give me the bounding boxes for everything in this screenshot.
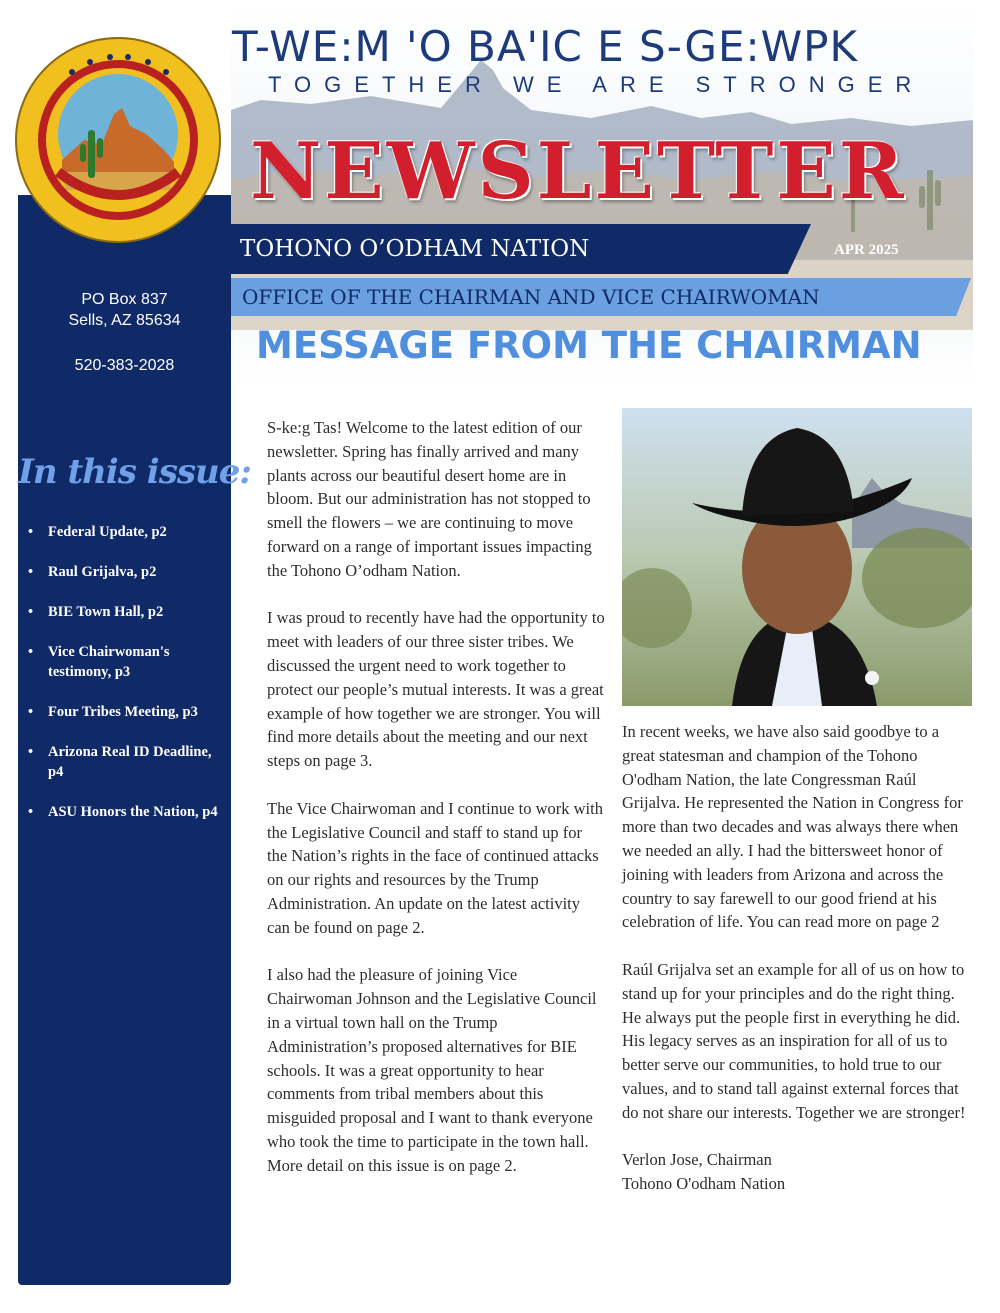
contact-phone: 520-383-2028 — [74, 357, 175, 374]
issue-date: APR 2025 — [834, 242, 899, 258]
contact-address — [18, 289, 231, 331]
issue-item: • Four Tribes Meeting, p3 — [28, 702, 218, 722]
issue-list — [28, 522, 218, 842]
article-column-1 — [267, 416, 605, 1201]
issue-item: • ASU Honors the Nation, p4 — [28, 802, 218, 822]
paragraph: Raúl Grijalva set an example for all of us on how to stand up for your principles and do the right thing. He always put the people first in everything he did. His legacy serves as an inspiration for all of us to better serve our communities, to hold true to our values, and to stand tall against external forces that do not share our interests. Together we are stronger! — [622, 959, 966, 1122]
paragraph: In recent weeks, we have also said goodbye to a great statesman and champion of the Tohono O'odham Nation, the late Congressman Raúl Grijalva. He represented the Nation in Congress for more than two decades and was always there when we needed an ally. I had the bittersweet honor of joining with leaders from Arizona and across the country to say farewell to our good friend at his celebration of life. You can read more on page 2 — [622, 722, 963, 932]
issue-item: • BIE Town Hall, p2 — [28, 602, 218, 622]
paragraph: I also had the pleasure of joining Vice Chairwoman Johnson and the Legislative Council in a virtual town hall on the Trump Administration’s proposed alternatives for BIE schools. It was a great opportunity to hear comments from tribal members about this misguided proposal and I want to thank everyone who took the time to participate in the town hall. More detail on this issue is on page 2. — [267, 965, 597, 1175]
newsletter-heading: NEWSLETTER — [250, 126, 907, 217]
issue-item: • Federal Update, p2 — [28, 522, 218, 542]
motto-translation: TOGETHER WE ARE STRONGER — [268, 72, 925, 97]
chairman-photo — [622, 408, 972, 706]
nation-name: TOHONO O’ODHAM NATION — [240, 236, 590, 262]
signature-name: Verlon Jose, Chairman — [622, 1150, 772, 1170]
tribal-motto-title: T-WE:M 'O BA'IC E S-GE:WPK — [232, 22, 859, 71]
article-column-2 — [622, 720, 967, 1196]
paragraph: S-ke:g Tas! Welcome to the latest edition of our newsletter. Spring has finally arrived and many plants across our beautiful desert home are in bloom. But our administration has not stopped to smell the flowers – we are continuing to move forward on a range of important issues impacting the Tohono O’odham Nation. — [267, 418, 592, 580]
issue-item: • Raul Grijalva, p2 — [28, 562, 218, 582]
in-this-issue-heading: In this issue: — [18, 452, 251, 492]
section-title: MESSAGE FROM THE CHAIRMAN — [256, 324, 922, 367]
paragraph: The Vice Chairwoman and I continue to work with the Legislative Council and staff to stand up for the Nation’s rights in the face of continued attacks on our rights and resources by the Trump Administration. An update on the latest activity can be found on page 2. — [267, 798, 603, 937]
office-title: OFFICE OF THE CHAIRMAN AND VICE CHAIRWOMAN — [242, 285, 820, 309]
paragraph: I was proud to recently have had the opportunity to meet with leaders of our three sister tribes. We discussed the urgent need to work together to protect our people’s mutual interests. It was a great example of how together we are stronger. You will find more details about the meeting and our next steps on page 3. — [267, 608, 605, 771]
issue-item: • Arizona Real ID Deadline, p4 — [28, 742, 218, 782]
signature-org: Tohono O'odham Nation — [622, 1174, 786, 1194]
city-line: Sells, AZ 85634 — [68, 312, 181, 329]
po-box: PO Box 837 — [81, 291, 168, 308]
issue-item: • Vice Chairwoman's testimony, p3 — [28, 642, 218, 682]
nation-seal-icon — [14, 22, 222, 257]
